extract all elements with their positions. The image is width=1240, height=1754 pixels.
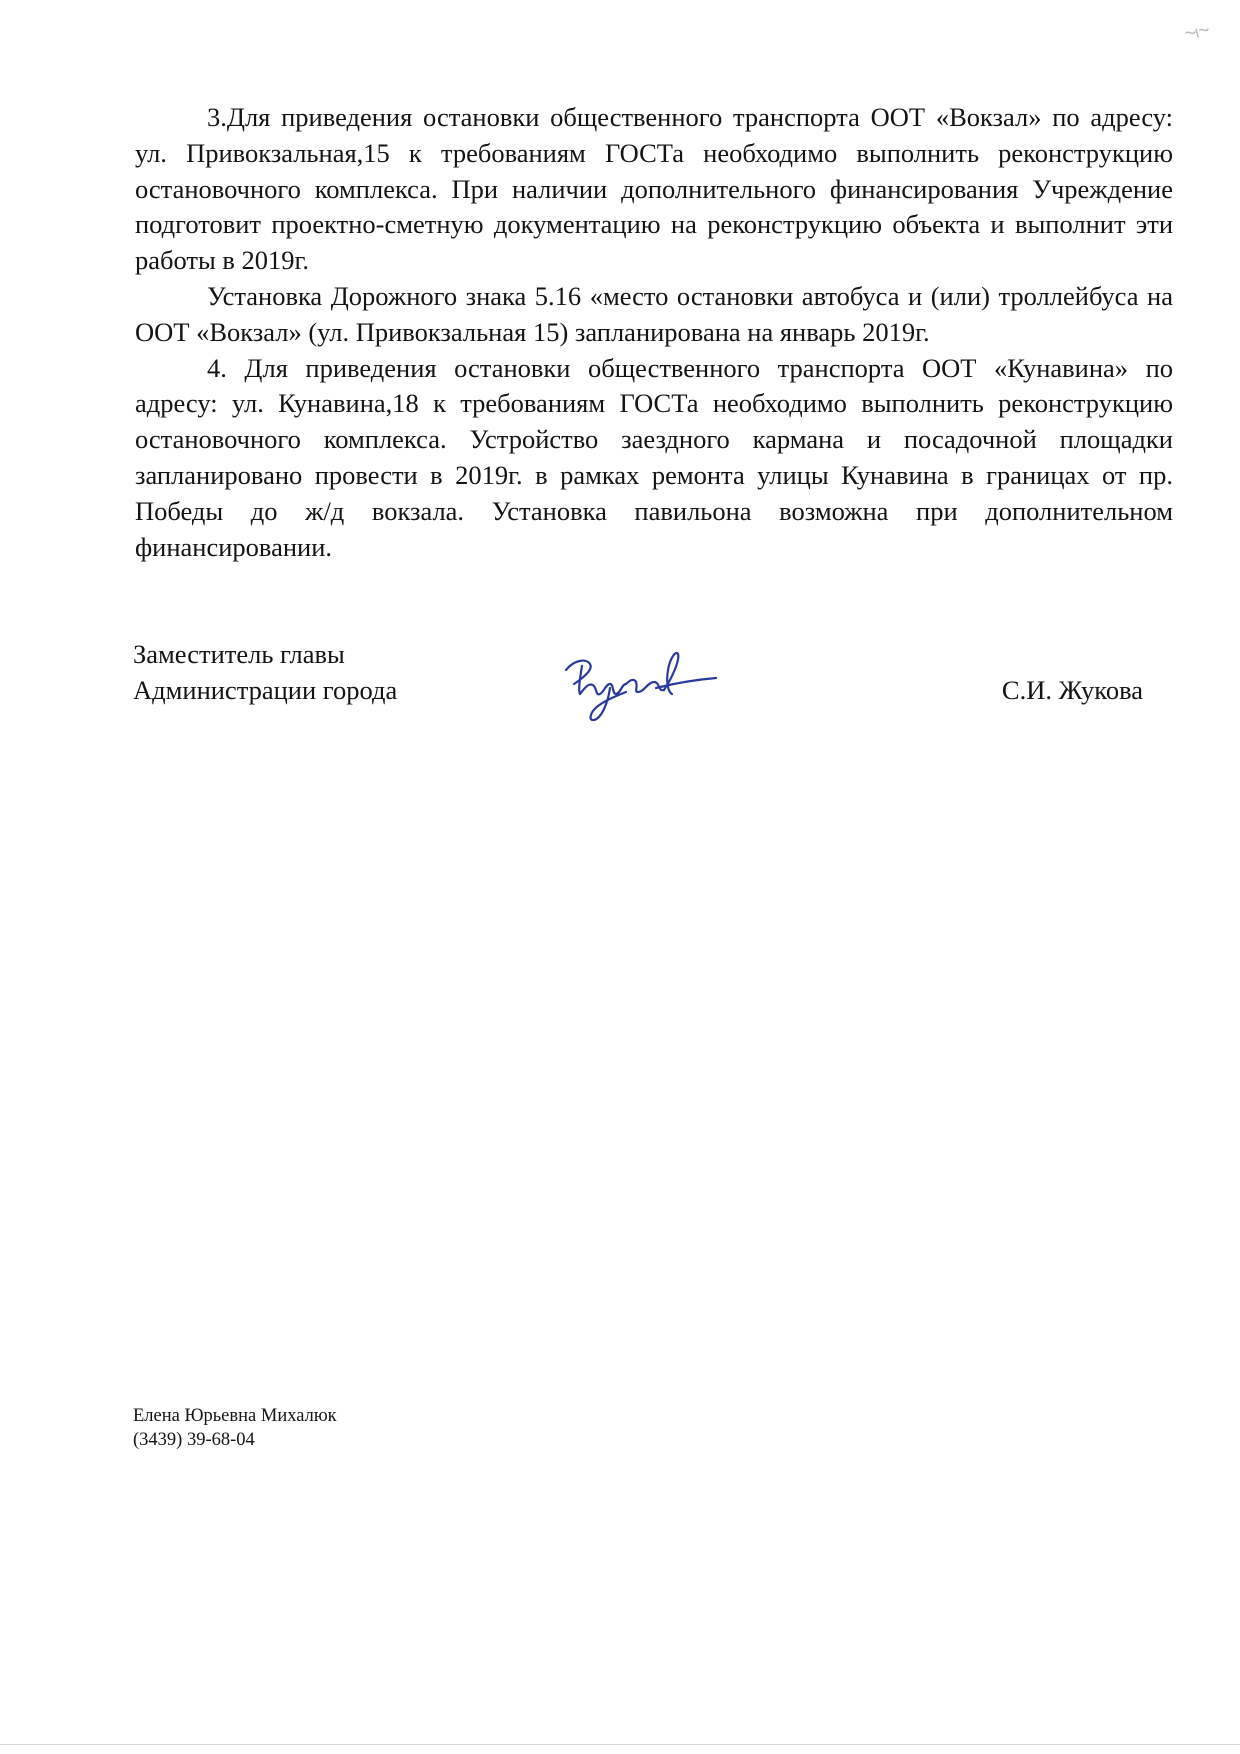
handwritten-signature — [560, 648, 720, 728]
signatory-name: С.И. Жукова — [1001, 675, 1143, 705]
paragraph-kunavina-reconstruction: 4. Для приведения остановки общественного транспорта ООТ «Кунавина» по адресу: ул. Кунавина,18 к требованиям ГОСТа необходимо выполнить реконструкцию остановочного комплекса. Устройство заездного кармана и посадочной площадки запланировано провести в 2019г. в рамках ремонта улицы Кунавина в границах от пр. Победы до ж/д вокзала. Установка павильона возможна при дополнительном финансировании. — [135, 352, 1173, 562]
letter-body — [135, 100, 1173, 565]
paragraph-road-sign: Установка Дорожного знака 5.16 «место остановки автобуса и (или) троллейбуса на ООТ «Вокзал» (ул. Привокзальная 15) запланирована на январь 2019г. — [135, 280, 1173, 347]
signatory-position-line2: Администрации города — [133, 675, 398, 705]
scan-bottom-edge — [0, 1744, 1240, 1745]
paragraph-voksal-reconstruction: 3.Для приведения остановки общественного транспорта ООТ «Вокзал» по адресу: ул. Привокзальная,15 к требованиям ГОСТа необходимо выполнить реконструкцию остановочного комплекса. При наличии дополнительного финансирования Учреждение подготовит проектно-сметную документацию на реконструкцию объекта и выполнит эти работы в 2019г. — [135, 102, 1173, 276]
contact-person: Елена Юрьевна Михалюк — [133, 1406, 337, 1426]
contact-block — [133, 1404, 337, 1452]
signatory-position-line1: Заместитель главы — [133, 639, 345, 669]
contact-phone: (3439) 39-68-04 — [133, 1430, 255, 1450]
scan-corner-mark — [1184, 24, 1210, 42]
signatory-position — [133, 636, 397, 708]
